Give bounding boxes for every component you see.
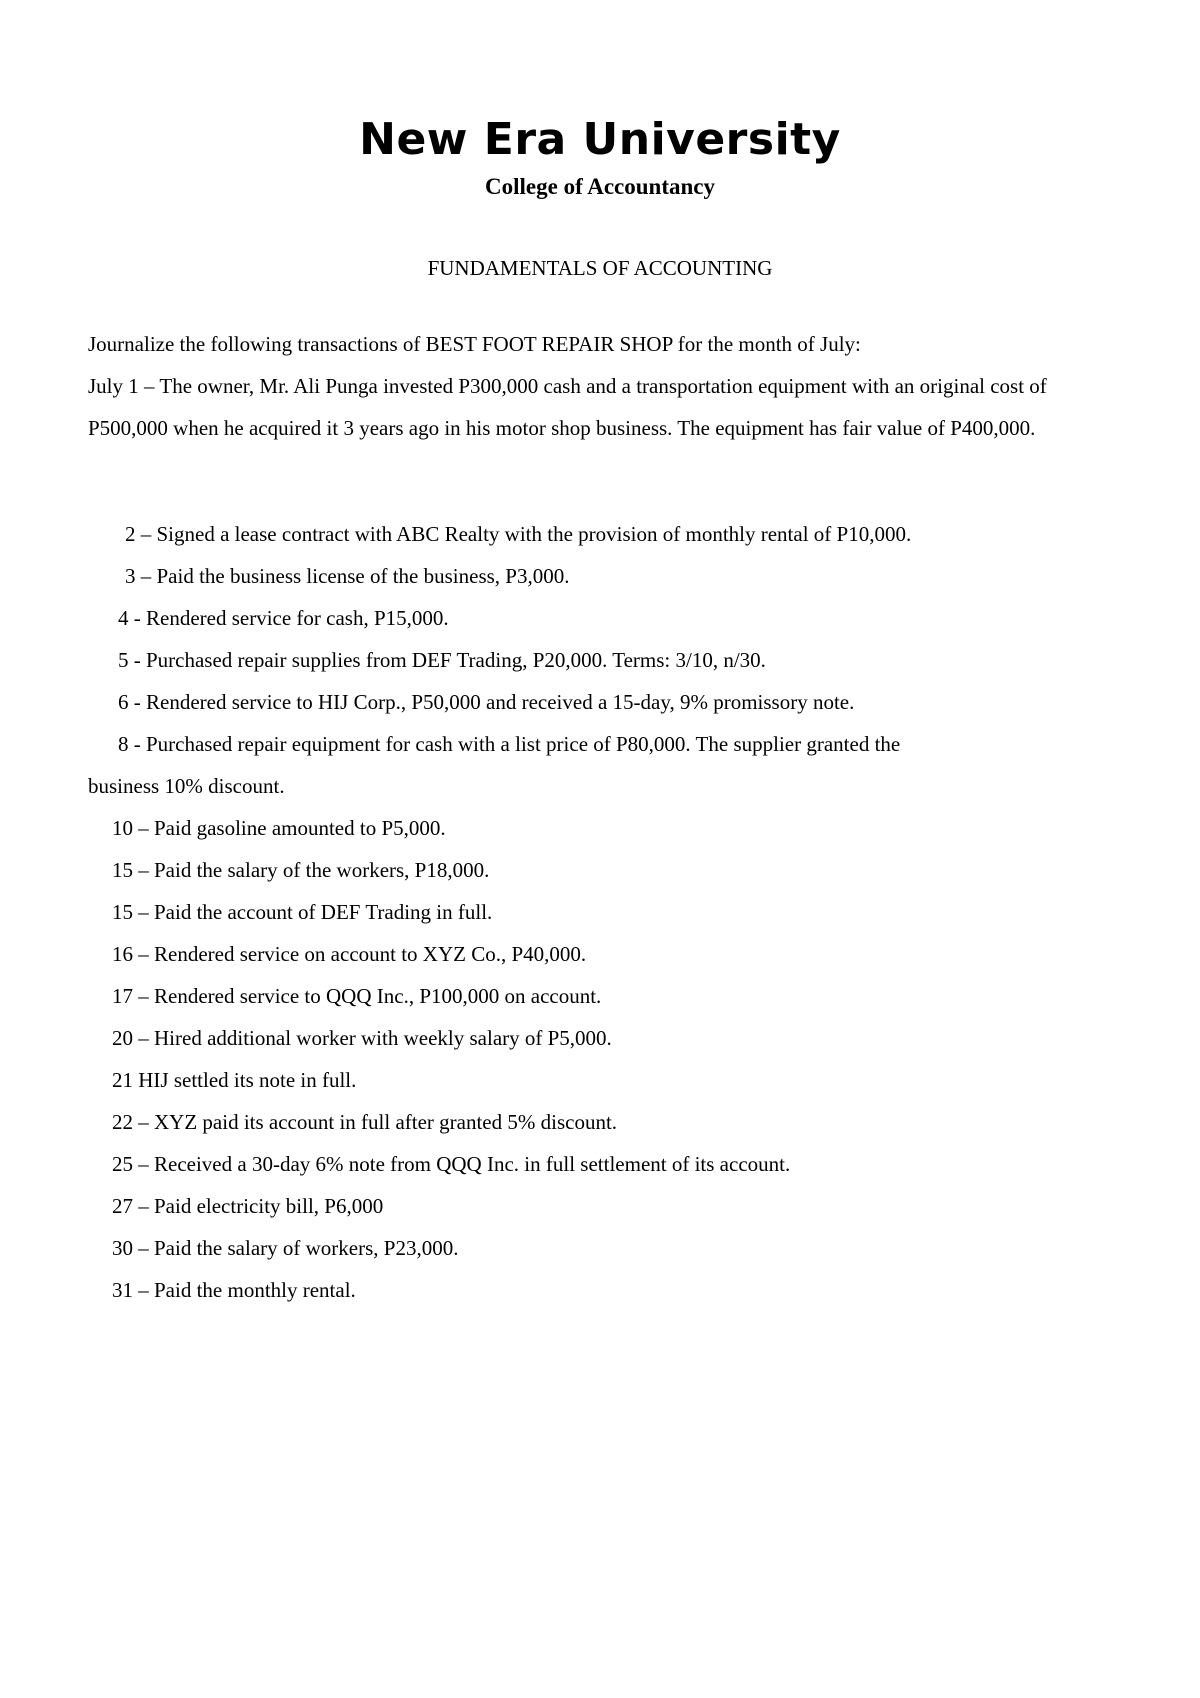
transaction-8: 8 - Purchased repair equipment for cash with a list price of P80,000. The supplier granted the [118,732,901,756]
transaction-27: 27 – Paid electricity bill, P6,000 [112,1194,384,1218]
transaction-6: 6 - Rendered service to HIJ Corp., P50,000 and received a 15-day, 9% promissory note. [118,690,855,714]
transaction-8-continued: business 10% discount. [88,774,285,798]
transaction-4: 4 - Rendered service for cash, P15,000. [118,606,449,630]
transaction-5: 5 - Purchased repair supplies from DEF Trading, P20,000. Terms: 3/10, n/30. [118,648,766,672]
transaction-15-account: 15 – Paid the account of DEF Trading in full. [112,900,493,924]
transaction-17: 17 – Rendered service to QQQ Inc., P100,000 on account. [112,984,602,1008]
transaction-25: 25 – Received a 30-day 6% note from QQQ Inc. in full settlement of its account. [112,1152,791,1176]
transaction-3: 3 – Paid the business license of the business, P3,000. [125,564,570,588]
transaction-july-1: July 1 – The owner, Mr. Ali Punga invested P300,000 cash and a transportation equipment with an original cost of P500,000 when he acquired it 3 years ago in his motor shop business. The equipment has fair value of P400,000. [88,374,1047,440]
course-title: FUNDAMENTALS OF ACCOUNTING [427,256,773,280]
transaction-20: 20 – Hired additional worker with weekly salary of P5,000. [112,1026,612,1050]
university-title: New Era University [359,114,841,165]
transaction-2: 2 – Signed a lease contract with ABC Realty with the provision of monthly rental of P10,000. [125,522,912,546]
instructions: Journalize the following transactions of BEST FOOT REPAIR SHOP for the month of July: [88,332,861,356]
transaction-10: 10 – Paid gasoline amounted to P5,000. [112,816,446,840]
transaction-15-salary: 15 – Paid the salary of the workers, P18,000. [112,858,490,882]
transaction-30: 30 – Paid the salary of workers, P23,000. [112,1236,459,1260]
transaction-31: 31 – Paid the monthly rental. [112,1278,356,1302]
transaction-16: 16 – Rendered service on account to XYZ Co., P40,000. [112,942,587,966]
transaction-22: 22 – XYZ paid its account in full after granted 5% discount. [112,1110,618,1134]
college-name: College of Accountancy [485,174,715,199]
transaction-21: 21 HIJ settled its note in full. [112,1068,357,1092]
